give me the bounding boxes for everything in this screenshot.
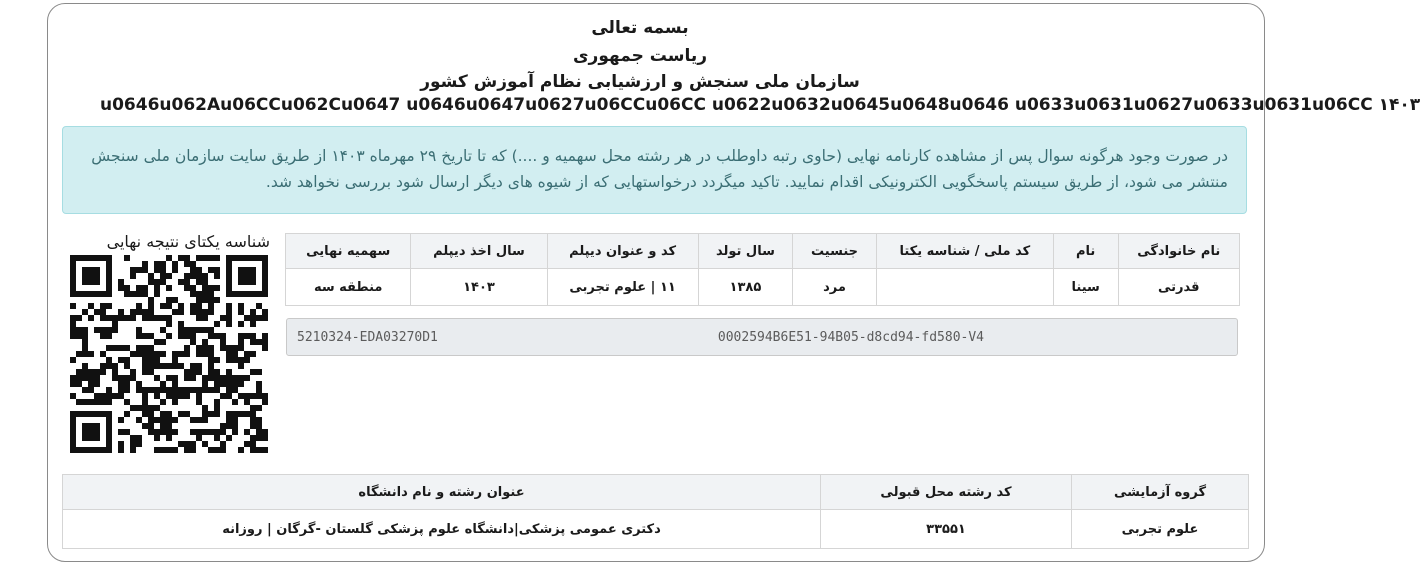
candidate-info-table xyxy=(285,233,1240,306)
qr-title: شناسه یکتای نتیجه نهایی xyxy=(106,232,270,251)
cell-last-name: قدرتی xyxy=(1118,269,1240,306)
result-header-row xyxy=(63,475,1249,510)
cell-national-id xyxy=(876,269,1053,306)
header-diploma: کد و عنوان دیپلم xyxy=(547,234,698,269)
header-quota: سهمیه نهایی xyxy=(286,234,411,269)
header-diploma-year: سال اخذ دیپلم xyxy=(411,234,547,269)
header-line-2: ریاست جمهوری xyxy=(572,46,708,66)
header-exam-group: گروه آزمایشی xyxy=(1072,475,1249,510)
cell-quota: منطقه سه xyxy=(286,269,411,306)
header-first-name: نام xyxy=(1053,234,1118,269)
header-national-id: کد ملی / شناسه یکتا xyxy=(876,234,1053,269)
header-gender: جنسیت xyxy=(793,234,877,269)
header-birth-year: سال تولد xyxy=(698,234,793,269)
cell-field-code: ۳۳۵۵۱ xyxy=(821,510,1072,549)
qr-code-icon xyxy=(70,255,268,453)
cell-gender: مرد xyxy=(793,269,877,306)
cell-birth-year: ۱۳۸۵ xyxy=(698,269,793,306)
header-field-code: کد رشته محل قبولی xyxy=(821,475,1072,510)
header-organization: سازمان ملی سنجش و ارزشیابی نظام آموزش کشور xyxy=(420,72,860,92)
admission-result-table xyxy=(62,474,1249,549)
result-data-row xyxy=(63,510,1249,549)
header-exam-title: u0646u062Au06CCu062Cu0647 u0646u0647u0627u06CCu06CC u0622u0632u0645u0648u0646 u0633u0631u0627u0633u0631u06CC ۱۴۰۳ xyxy=(100,95,1420,115)
header-line-1: بسمه تعالی xyxy=(591,18,689,38)
cell-first-name: سینا xyxy=(1053,269,1118,306)
info-header-row xyxy=(286,234,1240,269)
cell-exam-group: علوم تجربی xyxy=(1072,510,1249,549)
code-part-right: 0002594B6E51-94B05-d8cd94-fd580-V4 xyxy=(717,330,984,345)
header-field-university: عنوان رشته و نام دانشگاه xyxy=(63,475,821,510)
cell-field-university: دکتری عمومی پزشکی|دانشگاه علوم پزشکی گلستان -گرگان | روزانه xyxy=(63,510,821,549)
code-part-left: 5210324-EDA03270D1 xyxy=(297,330,438,345)
info-data-row xyxy=(286,269,1240,306)
unique-code-field xyxy=(286,318,1238,356)
notice-box: در صورت وجود هرگونه سوال پس از مشاهده کارنامه نهایی (حاوی رتبه داوطلب در هر رشته محل سهمیه و ....) که تا تاریخ ۲۹ مهرماه ۱۴۰۳ از طریق سایت سازمان ملی سنجش منتشر می شود، از طریق سیستم پاسخگویی الکترونیکی اقدام نمایید. تاکید میگردد درخواستهایی که از شیوه های دیگر ارسال شود بررسی نخواهد شد. xyxy=(62,126,1247,214)
cell-diploma: ۱۱ | علوم تجربی xyxy=(547,269,698,306)
header-last-name: نام خانوادگی xyxy=(1118,234,1240,269)
cell-diploma-year: ۱۴۰۳ xyxy=(411,269,547,306)
